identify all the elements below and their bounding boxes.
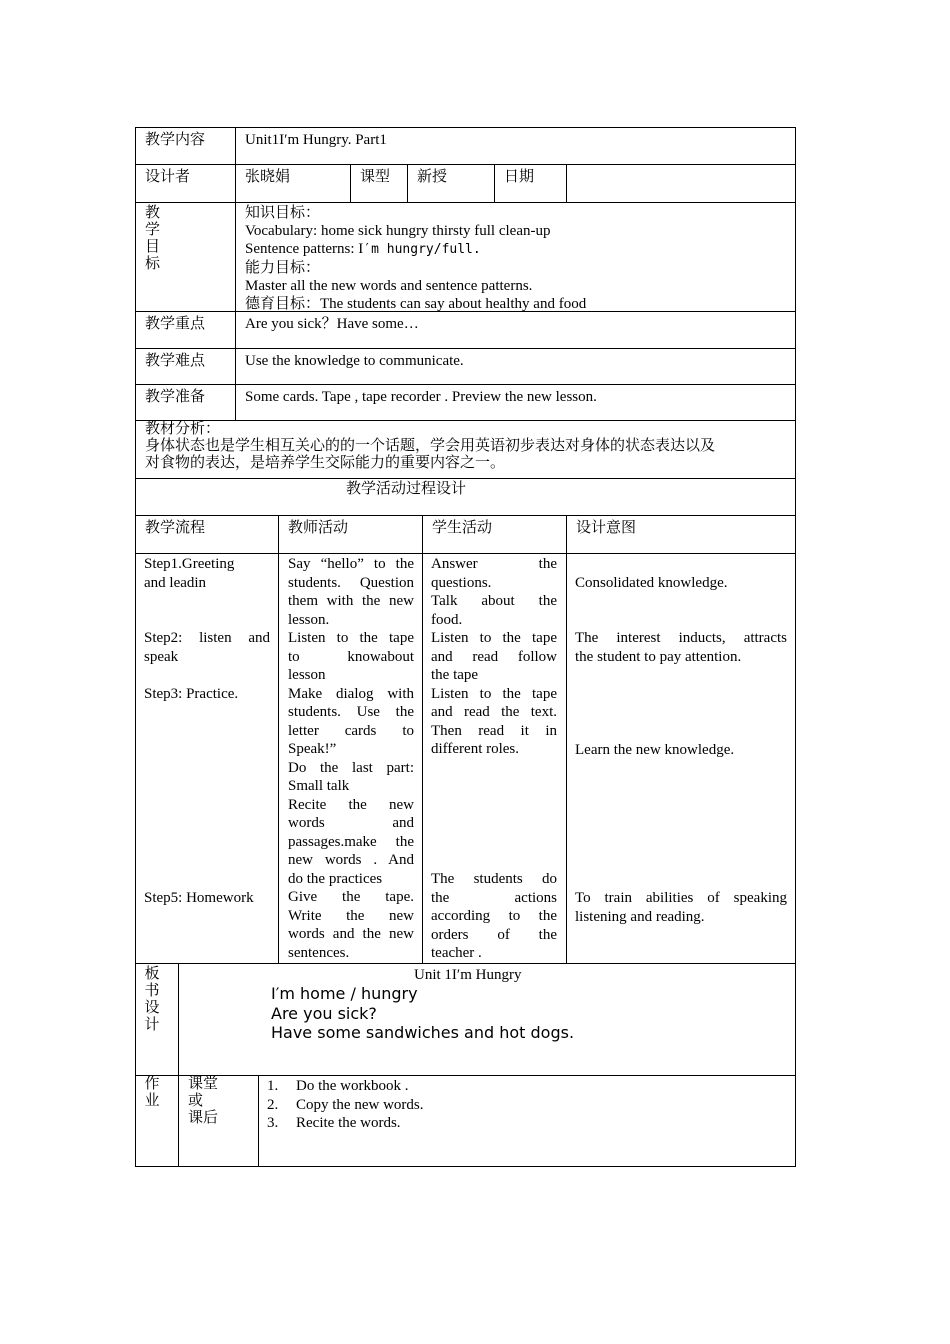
objectives-label-char: 学 xyxy=(145,222,161,238)
objectives-label-char: 标 xyxy=(145,256,161,272)
designer-value: 张晓娟 xyxy=(245,169,291,185)
intent-line: the student to pay attention. xyxy=(575,648,742,665)
homework-label xyxy=(144,1076,160,1110)
step3-line: Step3: Practice. xyxy=(144,686,239,702)
key-points-label-cell xyxy=(135,311,236,349)
teacher-line: Recite the new xyxy=(288,796,414,813)
difficulties-value: Use the knowledge to communicate. xyxy=(245,353,464,369)
objectives-content-cell xyxy=(235,202,796,312)
header-intent: 设计意图 xyxy=(576,520,637,536)
board-line: Have some sandwiches and hot dogs. xyxy=(271,1023,575,1042)
board-line: Are you sick? xyxy=(271,1003,377,1023)
student-line: Talk about the xyxy=(431,593,557,609)
step2-line: Step2: listen and xyxy=(144,630,270,646)
homework-label-cell xyxy=(135,1075,179,1167)
designer-label-cell xyxy=(135,164,236,203)
teacher-line: students. Use the xyxy=(288,704,414,720)
lesson-type-label-cell xyxy=(350,164,408,203)
board-title: Unit 1I′m Hungry xyxy=(414,967,522,983)
board-content-cell xyxy=(178,963,796,1076)
sentence-rest: ′m hungry/full. xyxy=(363,242,481,257)
teacher-line: students. Question xyxy=(288,574,414,591)
teacher-line: Say “hello” to the xyxy=(288,556,414,572)
item-number: 1. xyxy=(267,1078,279,1094)
homework-item xyxy=(267,1114,401,1133)
designer-value-cell xyxy=(235,164,351,203)
step1-line: and leadin xyxy=(144,574,207,591)
intent-line: The interest inducts, attracts xyxy=(575,630,787,646)
intent-line: Learn the new knowledge. xyxy=(575,741,735,758)
item-number: 2. xyxy=(267,1096,279,1113)
teacher-line: Small talk xyxy=(288,778,350,794)
teacher-line: lesson xyxy=(288,667,326,683)
intent-line: To train abilities of speaking xyxy=(575,890,787,906)
teacher-activities xyxy=(288,555,414,962)
board-label-char: 板 xyxy=(144,966,160,982)
difficulties-label: 教学难点 xyxy=(145,353,206,369)
teacher-line: new words . And xyxy=(288,852,414,868)
item-number: 3. xyxy=(267,1115,279,1131)
moral-title: 德育目标： xyxy=(245,296,321,312)
preparation-label: 教学准备 xyxy=(145,389,206,405)
student-line: Listen to the tape xyxy=(431,630,557,646)
key-points-value-cell xyxy=(235,311,796,349)
student-line: Listen to the tape xyxy=(431,685,557,702)
key-points-label: 教学重点 xyxy=(145,316,206,332)
content-label-cell xyxy=(135,127,236,165)
student-line: the tape xyxy=(431,667,479,683)
board-label-cell xyxy=(135,963,179,1076)
preparation-label-cell xyxy=(135,384,236,421)
ability-title: 能力目标： xyxy=(245,260,321,276)
student-activities-a xyxy=(431,555,557,759)
board-label-char: 书 xyxy=(144,983,160,999)
teacher-line: words and the new xyxy=(288,926,414,942)
header-flow-cell xyxy=(135,515,279,554)
step2-line: speak xyxy=(144,648,179,665)
teacher-line: do the practices xyxy=(288,870,383,887)
designer-label: 设计者 xyxy=(145,169,191,185)
homework-label-char: 业 xyxy=(144,1093,160,1109)
teacher-line: Give the tape. xyxy=(288,889,414,905)
student-line: and read follow xyxy=(431,648,557,665)
content-label: 教学内容 xyxy=(145,132,206,148)
vocabulary-line: Vocabulary: home sick hungry thirsty full clean-up xyxy=(245,223,551,239)
student-line: teacher . xyxy=(431,945,482,961)
teacher-line: to knowabout xyxy=(288,648,414,665)
sentence-patterns-line xyxy=(245,240,795,259)
teacher-line: Write the new xyxy=(288,907,414,924)
homework-item xyxy=(267,1077,409,1096)
analysis-line: 身体状态也是学生相互关心的的一个话题，学会用英语初步表达对身体的状态表达以及 xyxy=(145,438,716,454)
ability-text: Master all the new words and sentence patterns. xyxy=(245,278,533,294)
board-line: I′m home / hungry xyxy=(271,984,418,1003)
difficulties-value-cell xyxy=(235,348,796,385)
homework-type-cell xyxy=(178,1075,259,1167)
process-title-cell xyxy=(135,478,796,516)
homework-items-cell xyxy=(258,1075,796,1167)
content-value-cell xyxy=(235,127,796,165)
teacher-line: passages.make the xyxy=(288,833,414,850)
student-line: the actions xyxy=(431,889,557,906)
board-label-char: 计 xyxy=(144,1017,160,1033)
teacher-line: Make dialog with xyxy=(288,685,414,702)
step1-line: Step1.Greeting xyxy=(144,556,235,572)
student-line: according to the xyxy=(431,908,557,924)
step5-line: Step5: Homework xyxy=(144,890,254,906)
item-text: Copy the new words. xyxy=(296,1096,424,1113)
teacher-line: letter cards to xyxy=(288,722,414,739)
preparation-value-cell xyxy=(235,384,796,421)
date-value-cell xyxy=(566,164,796,203)
objectives-label-cell xyxy=(135,202,236,312)
homework-type-line: 或 xyxy=(188,1093,204,1109)
moral-text: The students can say about healthy and food xyxy=(320,296,587,312)
analysis-cell xyxy=(135,420,796,479)
analysis-line: 对食物的表达，是培养学生交际能力的重要内容之一。 xyxy=(145,455,506,471)
board-label-char: 设 xyxy=(144,1000,160,1016)
lesson-type-value: 新授 xyxy=(417,169,448,185)
homework-type-line: 课后 xyxy=(188,1110,219,1126)
student-line: orders of the xyxy=(431,926,557,943)
lesson-type-value-cell xyxy=(407,164,495,203)
teacher-line: Speak!” xyxy=(288,741,337,757)
teacher-line: sentences. xyxy=(288,944,350,961)
student-line: Then read it in xyxy=(431,722,557,739)
student-line: food. xyxy=(431,611,463,628)
teacher-line: Do the last part: xyxy=(288,759,414,776)
content-value: Unit1I′m Hungry. Part1 xyxy=(245,132,387,148)
teacher-line: lesson. xyxy=(288,611,330,628)
board-label xyxy=(144,966,160,1034)
process-title: 教学活动过程设计 xyxy=(346,481,467,497)
teacher-line: Listen to the tape xyxy=(288,630,414,646)
student-line: different roles. xyxy=(431,741,520,757)
date-label: 日期 xyxy=(504,169,535,185)
lesson-type-label: 课型 xyxy=(360,169,391,185)
sentence-prefix: Sentence patterns: I xyxy=(245,241,364,257)
header-teacher-cell xyxy=(278,515,423,554)
student-line: Answer the xyxy=(431,556,557,572)
objectives-label-char: 目 xyxy=(145,239,161,255)
header-intent-cell xyxy=(566,515,796,554)
key-points-value: Are you sick？Have some… xyxy=(245,316,419,332)
date-label-cell xyxy=(494,164,567,203)
teacher-line: them with the new xyxy=(288,593,414,609)
difficulties-label-cell xyxy=(135,348,236,385)
intent-line: listening and reading. xyxy=(575,908,705,925)
homework-item xyxy=(267,1096,424,1115)
analysis-title: 教材分析： xyxy=(145,421,221,437)
header-teacher: 教师活动 xyxy=(288,520,349,536)
student-line: questions. xyxy=(431,574,492,591)
student-activities-b xyxy=(431,870,557,963)
student-line: and read the text. xyxy=(431,704,557,720)
preparation-value: Some cards. Tape , tape recorder . Preview the new lesson. xyxy=(245,389,597,405)
intent-line: Consolidated knowledge. xyxy=(575,574,728,591)
student-line: The students do xyxy=(431,871,557,887)
item-text: Do the workbook . xyxy=(296,1078,409,1094)
header-student-cell xyxy=(422,515,567,554)
knowledge-title: 知识目标： xyxy=(245,205,321,221)
objectives-label-char: 教 xyxy=(145,205,161,221)
item-text: Recite the words. xyxy=(296,1115,401,1131)
homework-label-char: 作 xyxy=(144,1076,160,1092)
teacher-line: words and xyxy=(288,815,414,831)
homework-type-line: 课堂 xyxy=(188,1076,219,1092)
header-flow: 教学流程 xyxy=(145,520,206,536)
header-student: 学生活动 xyxy=(432,520,493,536)
